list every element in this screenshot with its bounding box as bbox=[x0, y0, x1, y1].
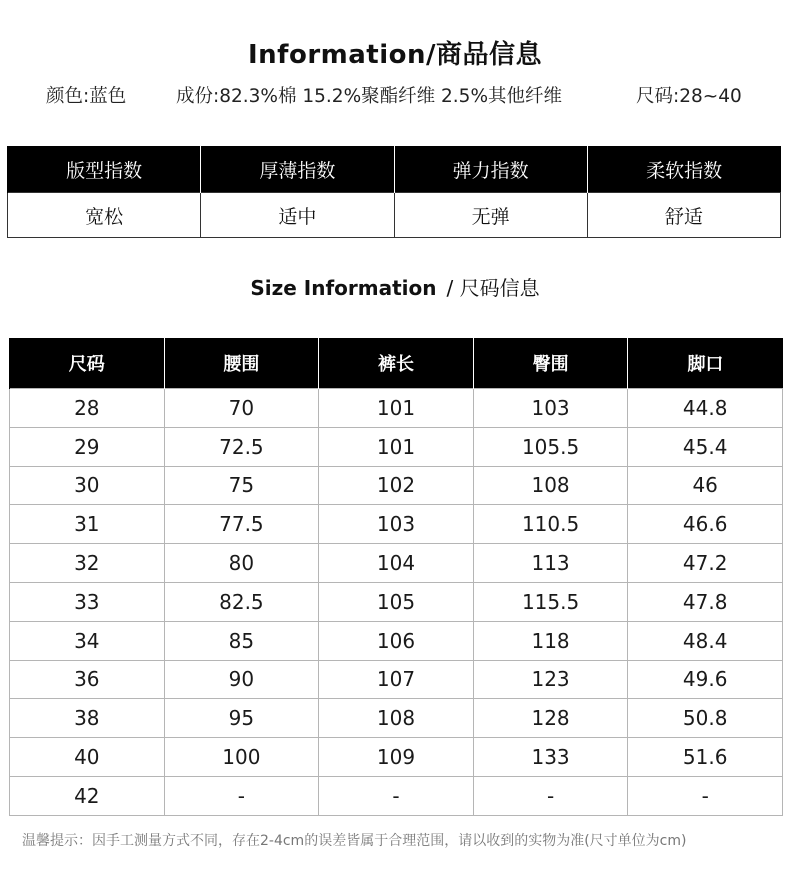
table-cell: 46.6 bbox=[628, 505, 783, 544]
table-cell: 102 bbox=[319, 466, 474, 505]
size-header-cell: 腰围 bbox=[164, 338, 319, 389]
table-cell: 77.5 bbox=[164, 505, 319, 544]
table-cell: 72.5 bbox=[164, 427, 319, 466]
table-cell: 51.6 bbox=[628, 738, 783, 777]
size-table bbox=[9, 338, 783, 816]
table-row bbox=[10, 466, 783, 505]
table-cell: - bbox=[473, 776, 628, 815]
table-cell: 31 bbox=[10, 505, 165, 544]
table-cell: 33 bbox=[10, 582, 165, 621]
material-spec: 成份:82.3%棉 15.2%聚酯纤维 2.5%其他纤维 bbox=[176, 86, 563, 107]
page-title: Information/商品信息 bbox=[247, 40, 543, 70]
table-cell: 80 bbox=[164, 544, 319, 583]
size-header-cell: 臀围 bbox=[473, 338, 628, 389]
table-cell: 118 bbox=[473, 621, 628, 660]
table-cell: 103 bbox=[319, 505, 474, 544]
table-cell: 103 bbox=[473, 389, 628, 428]
attribute-header-cell: 厚薄指数 bbox=[201, 146, 394, 193]
table-cell: 123 bbox=[473, 660, 628, 699]
table-row bbox=[10, 738, 783, 777]
table-cell: 38 bbox=[10, 699, 165, 738]
table-cell: 100 bbox=[164, 738, 319, 777]
table-row bbox=[10, 582, 783, 621]
color-spec: 颜色:蓝色 bbox=[46, 86, 127, 107]
table-cell: 32 bbox=[10, 544, 165, 583]
table-cell: 29 bbox=[10, 427, 165, 466]
table-cell: 34 bbox=[10, 621, 165, 660]
size-header-cell: 裤长 bbox=[319, 338, 474, 389]
table-cell: 108 bbox=[319, 699, 474, 738]
table-cell: 42 bbox=[10, 776, 165, 815]
table-row bbox=[10, 660, 783, 699]
table-cell: 85 bbox=[164, 621, 319, 660]
size-header-row bbox=[10, 338, 783, 389]
table-cell: 110.5 bbox=[473, 505, 628, 544]
table-cell: 128 bbox=[473, 699, 628, 738]
table-cell: 106 bbox=[319, 621, 474, 660]
footer-note: 温馨提示：因手工测量方式不同，存在2-4cm的误差皆属于合理范围，请以收到的实物为准(尺寸单位为cm) bbox=[22, 833, 687, 849]
table-cell: 105 bbox=[319, 582, 474, 621]
table-cell: - bbox=[164, 776, 319, 815]
table-cell: 30 bbox=[10, 466, 165, 505]
table-cell: 101 bbox=[319, 427, 474, 466]
table-cell: 108 bbox=[473, 466, 628, 505]
table-cell: 46 bbox=[628, 466, 783, 505]
size-title-en: Size Information bbox=[250, 276, 437, 300]
table-cell: 40 bbox=[10, 738, 165, 777]
table-cell: 95 bbox=[164, 699, 319, 738]
table-cell: 44.8 bbox=[628, 389, 783, 428]
attribute-value-row bbox=[8, 193, 781, 238]
table-cell: 49.6 bbox=[628, 660, 783, 699]
table-cell: - bbox=[628, 776, 783, 815]
table-cell: 82.5 bbox=[164, 582, 319, 621]
table-cell: 105.5 bbox=[473, 427, 628, 466]
size-section-title bbox=[0, 272, 790, 301]
size-header-cell: 尺码 bbox=[10, 338, 165, 389]
size-header-cell: 脚口 bbox=[628, 338, 783, 389]
table-row bbox=[10, 699, 783, 738]
table-row bbox=[10, 427, 783, 466]
table-cell: 75 bbox=[164, 466, 319, 505]
table-row bbox=[10, 776, 783, 815]
size-table-body bbox=[10, 389, 783, 816]
table-cell: 133 bbox=[473, 738, 628, 777]
table-cell: 47.2 bbox=[628, 544, 783, 583]
table-cell: 107 bbox=[319, 660, 474, 699]
attribute-value-cell: 舒适 bbox=[587, 193, 780, 238]
attribute-header-cell: 柔软指数 bbox=[587, 146, 780, 193]
table-cell: - bbox=[319, 776, 474, 815]
table-cell: 28 bbox=[10, 389, 165, 428]
table-cell: 101 bbox=[319, 389, 474, 428]
table-cell: 70 bbox=[164, 389, 319, 428]
attribute-value-cell: 适中 bbox=[201, 193, 394, 238]
table-row bbox=[10, 544, 783, 583]
attribute-header-cell: 版型指数 bbox=[8, 146, 201, 193]
table-cell: 48.4 bbox=[628, 621, 783, 660]
table-cell: 113 bbox=[473, 544, 628, 583]
table-cell: 36 bbox=[10, 660, 165, 699]
table-cell: 47.8 bbox=[628, 582, 783, 621]
attribute-header-row bbox=[8, 146, 781, 193]
table-cell: 45.4 bbox=[628, 427, 783, 466]
table-cell: 50.8 bbox=[628, 699, 783, 738]
table-row bbox=[10, 505, 783, 544]
table-cell: 104 bbox=[319, 544, 474, 583]
attribute-header-cell: 弹力指数 bbox=[394, 146, 587, 193]
table-row bbox=[10, 389, 783, 428]
table-cell: 115.5 bbox=[473, 582, 628, 621]
attribute-value-cell: 宽松 bbox=[8, 193, 201, 238]
product-specs bbox=[46, 82, 766, 108]
table-row bbox=[10, 621, 783, 660]
attribute-value-cell: 无弹 bbox=[394, 193, 587, 238]
table-cell: 90 bbox=[164, 660, 319, 699]
attribute-table bbox=[7, 146, 781, 238]
table-cell: 109 bbox=[319, 738, 474, 777]
size-range-spec: 尺码:28~40 bbox=[636, 86, 742, 107]
size-title-cn: / 尺码信息 bbox=[446, 276, 540, 300]
